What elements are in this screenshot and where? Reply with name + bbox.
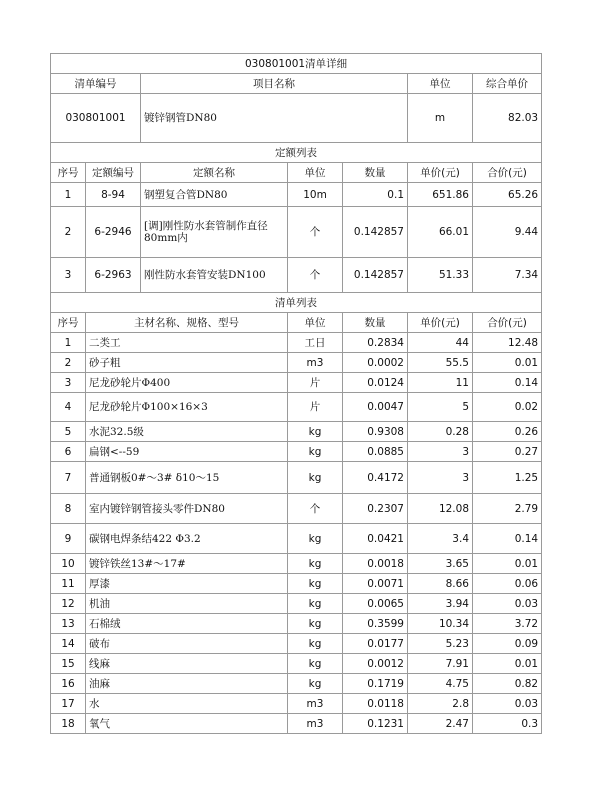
quota-no: 1 bbox=[51, 183, 86, 207]
material-price: 5 bbox=[408, 393, 473, 422]
material-unit: 工日 bbox=[288, 333, 343, 353]
material-total: 0.09 bbox=[473, 634, 542, 654]
material-total: 0.03 bbox=[473, 594, 542, 614]
quota-unit: 个 bbox=[288, 258, 343, 293]
material-name: 厚漆 bbox=[86, 574, 288, 594]
material-price: 4.75 bbox=[408, 674, 473, 694]
material-name: 室内镀锌钢管接头零件DN80 bbox=[86, 494, 288, 524]
header-value-row bbox=[51, 94, 542, 143]
quota-header-row bbox=[51, 163, 542, 183]
material-price: 3.4 bbox=[408, 524, 473, 554]
material-qty: 0.2307 bbox=[343, 494, 408, 524]
material-unit: kg bbox=[288, 574, 343, 594]
material-name: 机油 bbox=[86, 594, 288, 614]
quota-section-row bbox=[51, 143, 542, 163]
material-qty: 0.2834 bbox=[343, 333, 408, 353]
material-name: 普通钢板0#～3# δ10～15 bbox=[86, 462, 288, 494]
material-price: 5.23 bbox=[408, 634, 473, 654]
quota-code: 6-2963 bbox=[86, 258, 141, 293]
table-row bbox=[51, 634, 542, 654]
materials-col-unit: 单位 bbox=[288, 313, 343, 333]
material-price: 44 bbox=[408, 333, 473, 353]
item-name: 镀锌钢管DN80 bbox=[141, 94, 408, 143]
quota-name: 刚性防水套管安装DN100 bbox=[141, 258, 288, 293]
material-name: 碳钢电焊条结422 Φ3.2 bbox=[86, 524, 288, 554]
material-price: 2.8 bbox=[408, 694, 473, 714]
material-name: 砂子粗 bbox=[86, 353, 288, 373]
material-name: 线麻 bbox=[86, 654, 288, 674]
material-qty: 0.1719 bbox=[343, 674, 408, 694]
material-total: 2.79 bbox=[473, 494, 542, 524]
material-price: 55.5 bbox=[408, 353, 473, 373]
bill-code: 030801001 bbox=[51, 94, 141, 143]
material-no: 16 bbox=[51, 674, 86, 694]
material-name: 扁钢<--59 bbox=[86, 442, 288, 462]
materials-col-name: 主材名称、规格、型号 bbox=[86, 313, 288, 333]
table-row bbox=[51, 393, 542, 422]
material-qty: 0.0065 bbox=[343, 594, 408, 614]
quota-total: 9.44 bbox=[473, 207, 542, 258]
material-qty: 0.3599 bbox=[343, 614, 408, 634]
material-no: 8 bbox=[51, 494, 86, 524]
table-row bbox=[51, 524, 542, 554]
material-name: 水泥32.5级 bbox=[86, 422, 288, 442]
material-name: 镀锌铁丝13#～17# bbox=[86, 554, 288, 574]
table-row bbox=[51, 674, 542, 694]
material-no: 1 bbox=[51, 333, 86, 353]
material-price: 7.91 bbox=[408, 654, 473, 674]
table-row bbox=[51, 694, 542, 714]
material-price: 3.94 bbox=[408, 594, 473, 614]
table-row bbox=[51, 462, 542, 494]
material-no: 3 bbox=[51, 373, 86, 393]
quota-col-no: 序号 bbox=[51, 163, 86, 183]
material-price: 8.66 bbox=[408, 574, 473, 594]
material-unit: m3 bbox=[288, 694, 343, 714]
table-row bbox=[51, 183, 542, 207]
material-unit: kg bbox=[288, 594, 343, 614]
material-total: 0.14 bbox=[473, 524, 542, 554]
material-price: 2.47 bbox=[408, 714, 473, 734]
quota-qty: 0.142857 bbox=[343, 207, 408, 258]
material-total: 0.14 bbox=[473, 373, 542, 393]
material-price: 11 bbox=[408, 373, 473, 393]
table-row bbox=[51, 574, 542, 594]
material-total: 0.06 bbox=[473, 574, 542, 594]
material-total: 0.01 bbox=[473, 554, 542, 574]
quota-section-title: 定额列表 bbox=[51, 143, 542, 163]
material-no: 18 bbox=[51, 714, 86, 734]
quota-col-total: 合价(元) bbox=[473, 163, 542, 183]
quota-unit: 个 bbox=[288, 207, 343, 258]
material-no: 9 bbox=[51, 524, 86, 554]
material-qty: 0.1231 bbox=[343, 714, 408, 734]
material-total: 0.27 bbox=[473, 442, 542, 462]
material-unit: kg bbox=[288, 614, 343, 634]
material-qty: 0.0047 bbox=[343, 393, 408, 422]
material-no: 17 bbox=[51, 694, 86, 714]
table-row bbox=[51, 353, 542, 373]
quota-total: 65.26 bbox=[473, 183, 542, 207]
material-name: 尼龙砂轮片Φ400 bbox=[86, 373, 288, 393]
material-total: 0.03 bbox=[473, 694, 542, 714]
material-name: 石棉绒 bbox=[86, 614, 288, 634]
col-bill-code: 清单编号 bbox=[51, 74, 141, 94]
table-row bbox=[51, 333, 542, 353]
title-row bbox=[51, 54, 542, 74]
table-row bbox=[51, 554, 542, 574]
materials-col-no: 序号 bbox=[51, 313, 86, 333]
material-unit: kg bbox=[288, 554, 343, 574]
materials-col-total: 合价(元) bbox=[473, 313, 542, 333]
material-qty: 0.0421 bbox=[343, 524, 408, 554]
material-qty: 0.0118 bbox=[343, 694, 408, 714]
material-name: 破布 bbox=[86, 634, 288, 654]
quota-price: 51.33 bbox=[408, 258, 473, 293]
material-unit: 个 bbox=[288, 494, 343, 524]
material-qty: 0.0018 bbox=[343, 554, 408, 574]
material-unit: kg bbox=[288, 524, 343, 554]
table-row bbox=[51, 714, 542, 734]
col-unit-price: 综合单价 bbox=[473, 74, 542, 94]
header-label-row bbox=[51, 74, 542, 94]
material-unit: kg bbox=[288, 442, 343, 462]
quota-col-code: 定额编号 bbox=[86, 163, 141, 183]
table-row bbox=[51, 258, 542, 293]
material-no: 4 bbox=[51, 393, 86, 422]
quota-col-price: 单价(元) bbox=[408, 163, 473, 183]
material-price: 10.34 bbox=[408, 614, 473, 634]
material-no: 14 bbox=[51, 634, 86, 654]
item-price: 82.03 bbox=[473, 94, 542, 143]
material-qty: 0.0124 bbox=[343, 373, 408, 393]
table-row bbox=[51, 614, 542, 634]
quota-col-unit: 单位 bbox=[288, 163, 343, 183]
table-row bbox=[51, 373, 542, 393]
col-unit: 单位 bbox=[408, 74, 473, 94]
material-total: 0.26 bbox=[473, 422, 542, 442]
material-no: 13 bbox=[51, 614, 86, 634]
quota-no: 3 bbox=[51, 258, 86, 293]
material-no: 15 bbox=[51, 654, 86, 674]
material-unit: kg bbox=[288, 634, 343, 654]
quota-price: 651.86 bbox=[408, 183, 473, 207]
material-unit: m3 bbox=[288, 353, 343, 373]
material-price: 3 bbox=[408, 442, 473, 462]
material-unit: kg bbox=[288, 654, 343, 674]
material-qty: 0.0012 bbox=[343, 654, 408, 674]
material-total: 0.3 bbox=[473, 714, 542, 734]
material-qty: 0.4172 bbox=[343, 462, 408, 494]
material-total: 3.72 bbox=[473, 614, 542, 634]
material-qty: 0.0177 bbox=[343, 634, 408, 654]
quota-qty: 0.142857 bbox=[343, 258, 408, 293]
material-qty: 0.0071 bbox=[343, 574, 408, 594]
material-no: 7 bbox=[51, 462, 86, 494]
material-total: 0.01 bbox=[473, 353, 542, 373]
item-unit: m bbox=[408, 94, 473, 143]
material-name: 尼龙砂轮片Φ100×16×3 bbox=[86, 393, 288, 422]
material-no: 11 bbox=[51, 574, 86, 594]
quota-unit: 10m bbox=[288, 183, 343, 207]
material-price: 12.08 bbox=[408, 494, 473, 524]
material-name: 二类工 bbox=[86, 333, 288, 353]
materials-section-row bbox=[51, 293, 542, 313]
material-unit: m3 bbox=[288, 714, 343, 734]
table-row bbox=[51, 207, 542, 258]
quota-name: 钢塑复合管DN80 bbox=[141, 183, 288, 207]
table-row bbox=[51, 654, 542, 674]
material-name: 水 bbox=[86, 694, 288, 714]
material-unit: kg bbox=[288, 462, 343, 494]
bill-detail-table bbox=[50, 53, 542, 734]
material-total: 12.48 bbox=[473, 333, 542, 353]
table-row bbox=[51, 494, 542, 524]
material-name: 油麻 bbox=[86, 674, 288, 694]
material-unit: kg bbox=[288, 422, 343, 442]
material-qty: 0.0002 bbox=[343, 353, 408, 373]
material-no: 10 bbox=[51, 554, 86, 574]
material-total: 1.25 bbox=[473, 462, 542, 494]
table-title: 030801001清单详细 bbox=[51, 54, 542, 74]
quota-price: 66.01 bbox=[408, 207, 473, 258]
quota-code: 6-2946 bbox=[86, 207, 141, 258]
quota-no: 2 bbox=[51, 207, 86, 258]
quota-qty: 0.1 bbox=[343, 183, 408, 207]
quota-col-name: 定额名称 bbox=[141, 163, 288, 183]
material-no: 12 bbox=[51, 594, 86, 614]
material-price: 0.28 bbox=[408, 422, 473, 442]
material-total: 0.02 bbox=[473, 393, 542, 422]
material-unit: kg bbox=[288, 674, 343, 694]
materials-col-price: 单价(元) bbox=[408, 313, 473, 333]
material-qty: 0.0885 bbox=[343, 442, 408, 462]
material-total: 0.01 bbox=[473, 654, 542, 674]
col-item-name: 项目名称 bbox=[141, 74, 408, 94]
table-row bbox=[51, 442, 542, 462]
materials-section-title: 清单列表 bbox=[51, 293, 542, 313]
material-no: 6 bbox=[51, 442, 86, 462]
materials-col-qty: 数量 bbox=[343, 313, 408, 333]
material-no: 2 bbox=[51, 353, 86, 373]
table-row bbox=[51, 422, 542, 442]
quota-code: 8-94 bbox=[86, 183, 141, 207]
quota-name: [调]刚性防水套管制作直径80mm内 bbox=[141, 207, 288, 258]
material-price: 3 bbox=[408, 462, 473, 494]
material-qty: 0.9308 bbox=[343, 422, 408, 442]
quota-total: 7.34 bbox=[473, 258, 542, 293]
table-row bbox=[51, 594, 542, 614]
material-name: 氧气 bbox=[86, 714, 288, 734]
material-unit: 片 bbox=[288, 373, 343, 393]
material-total: 0.82 bbox=[473, 674, 542, 694]
quota-col-qty: 数量 bbox=[343, 163, 408, 183]
material-unit: 片 bbox=[288, 393, 343, 422]
material-price: 3.65 bbox=[408, 554, 473, 574]
materials-header-row bbox=[51, 313, 542, 333]
material-no: 5 bbox=[51, 422, 86, 442]
